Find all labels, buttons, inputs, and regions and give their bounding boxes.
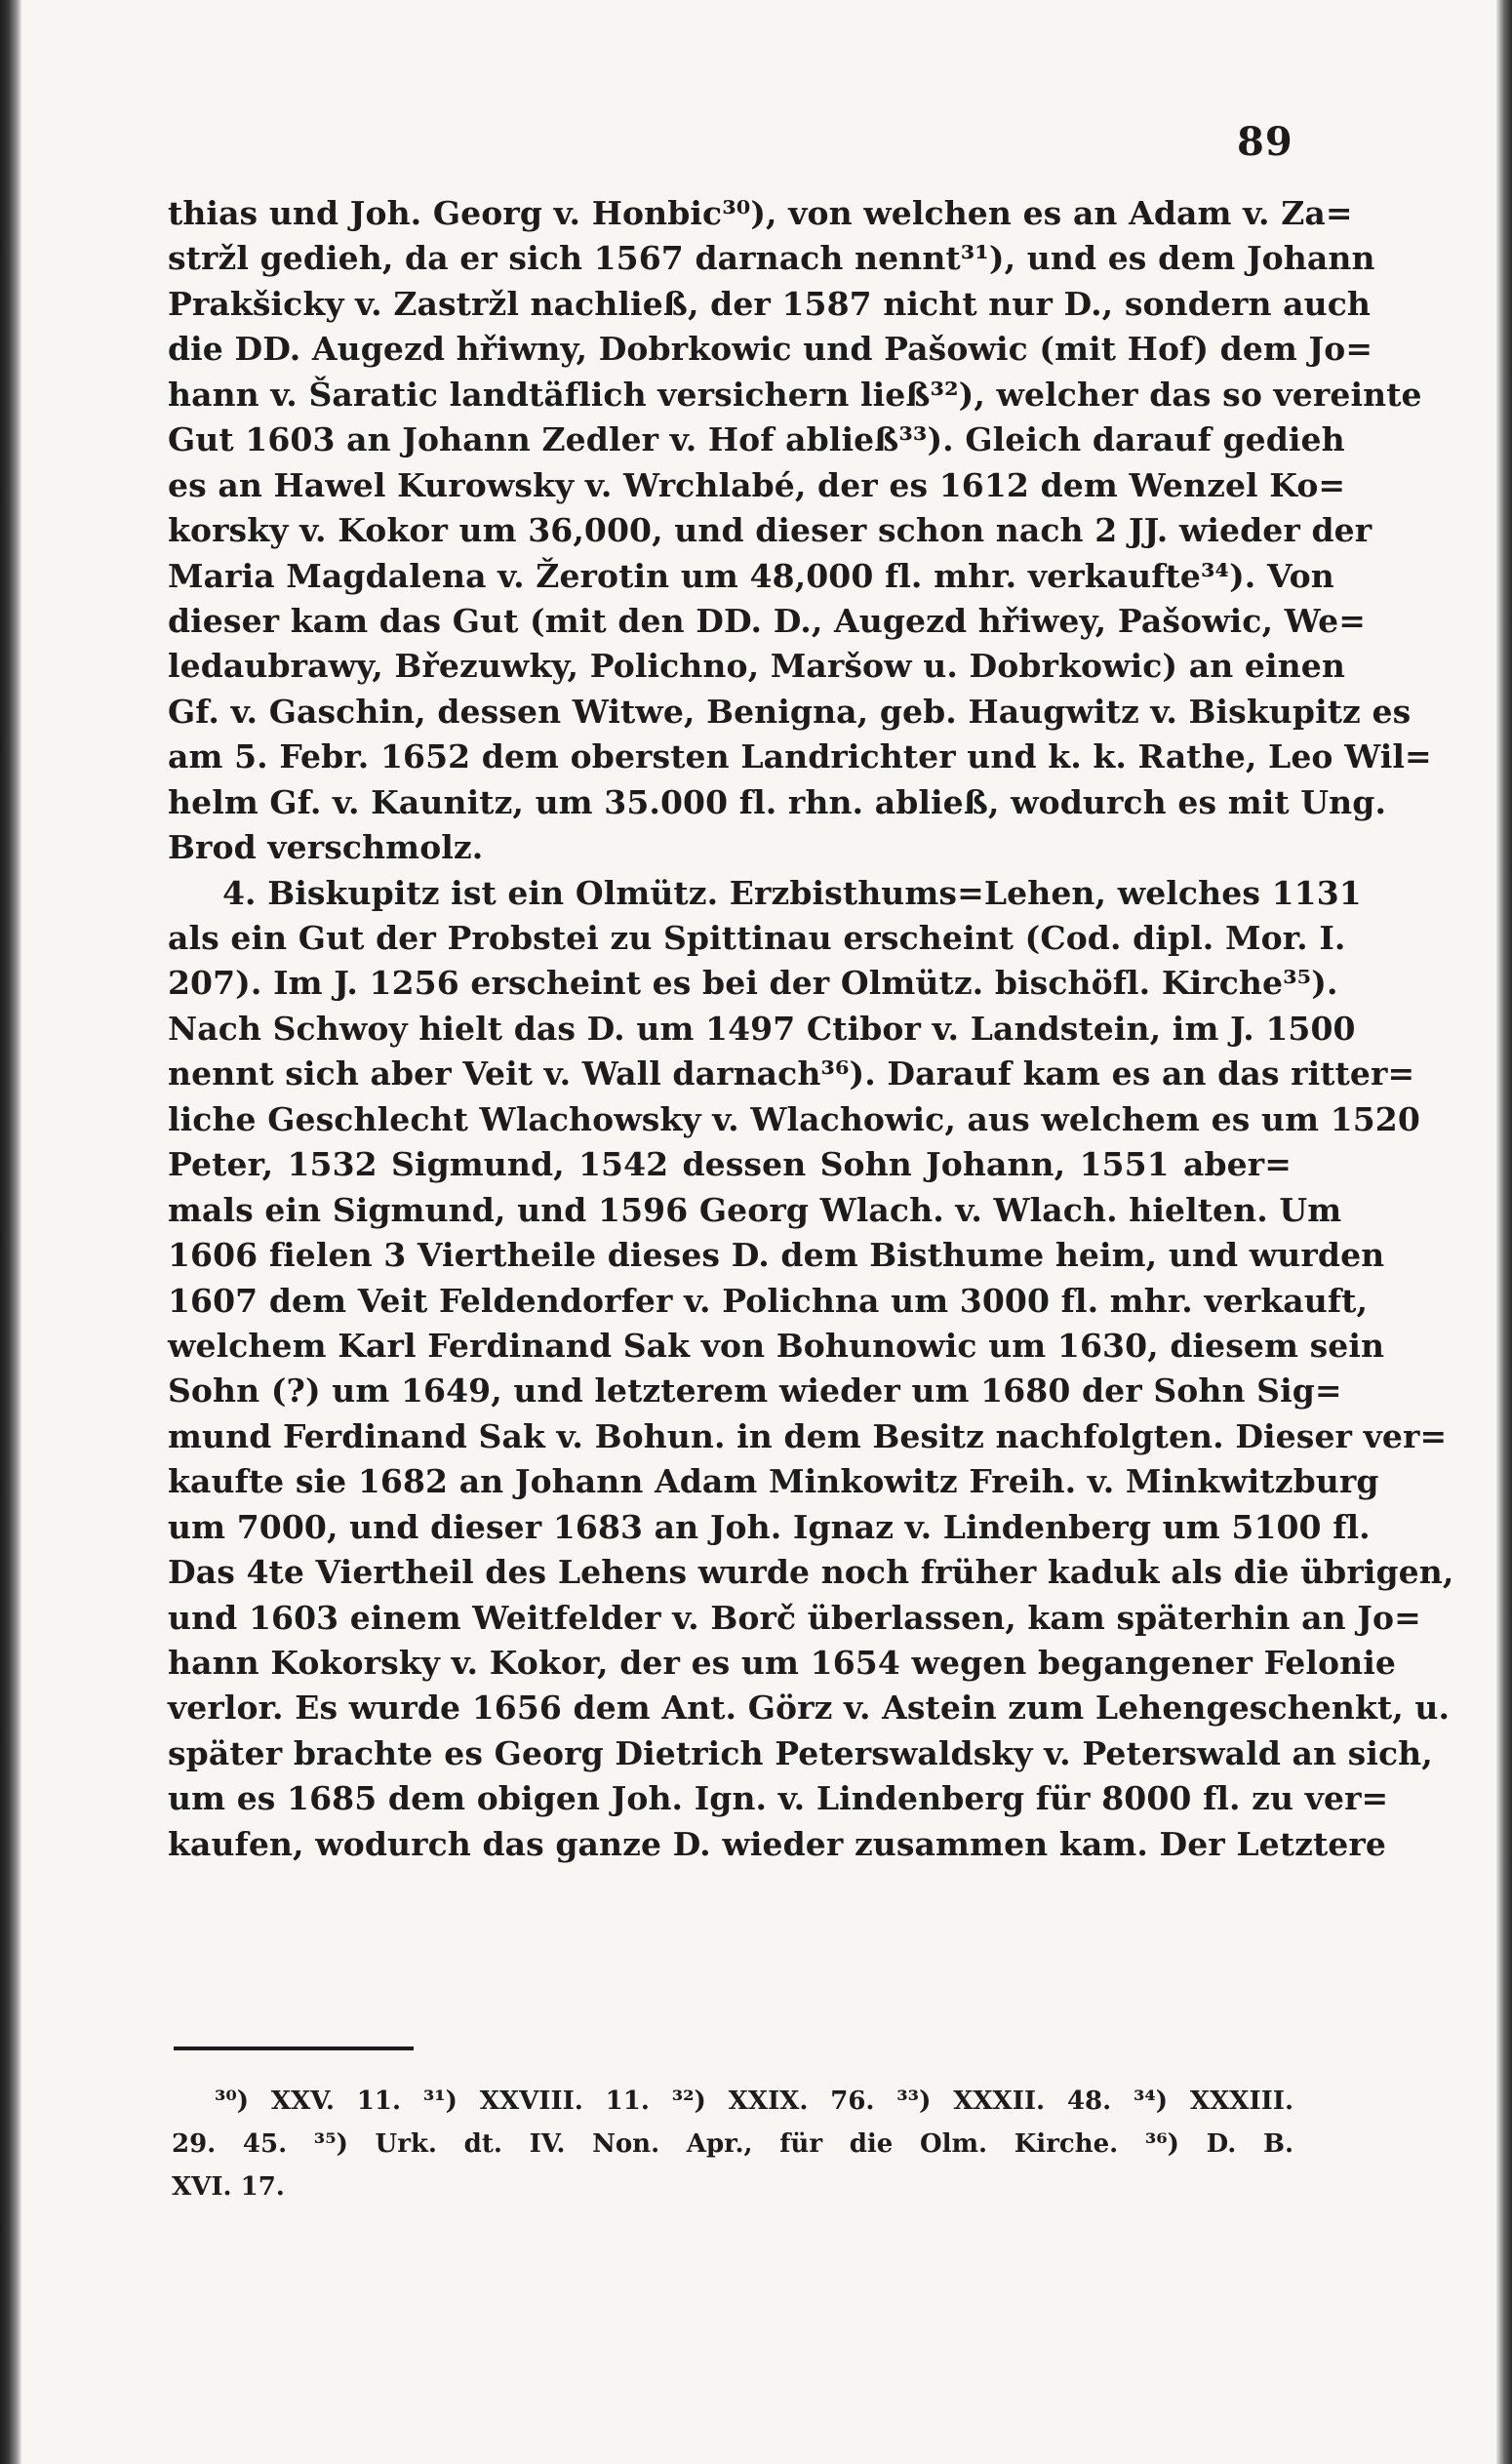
text-line: 207). Im J. 1256 erscheint es bei der Olmütz. bischöfl. Kirche³⁵). — [168, 964, 1338, 1003]
body-text — [168, 191, 1454, 1867]
text-line: Gut 1603 an Johann Zedler v. Hof abließ³³). Gleich darauf gedieh — [168, 420, 1345, 459]
text-line: mund Ferdinand Sak v. Bohun. in dem Besitz nachfolgten. Dieser ver= — [168, 1416, 1448, 1455]
text-line: Das 4te Viertheil des Lehens wurde noch früher kaduk als die übrigen, — [168, 1553, 1454, 1592]
text-line: hann Kokorsky v. Kokor, der es um 1654 wegen begangener Felonie — [168, 1644, 1396, 1682]
text-line: als ein Gut der Probstei zu Spittinau erscheint (Cod. dipl. Mor. I. — [168, 919, 1346, 957]
paragraph-start-line: 4. Biskupitz ist ein Olmütz. Erzbisthums=Lehen, welches 1131 — [222, 873, 1362, 912]
footnote-line: 29. 45. ³⁵) Urk. dt. IV. Non. Apr., für die Olm. Kirche. ³⁶) D. B. — [172, 2129, 1293, 2159]
text-line: Maria Magdalena v. Žerotin um 48,000 fl. mhr. verkaufte³⁴). Von — [168, 556, 1334, 595]
footnote-divider — [174, 2047, 414, 2050]
text-line: Sohn (?) um 1649, und letzterem wieder um 1680 der Sohn Sig= — [168, 1371, 1342, 1411]
text-line: Gf. v. Gaschin, dessen Witwe, Benigna, geb. Haugwitz v. Biskupitz es — [168, 692, 1412, 731]
text-line: es an Hawel Kurowsky v. Wrchlabé, der es 1612 dem Wenzel Ko= — [168, 465, 1346, 504]
text-line: Peter, 1532 Sigmund, 1542 dessen Sohn Johann, 1551 aber= — [168, 1145, 1292, 1184]
footnote-line: XVI. 17. — [172, 2172, 285, 2202]
text-line: stržl gedieh, da er sich 1567 darnach nennt³¹), und es dem Johann — [168, 239, 1375, 278]
footnotes — [172, 2080, 1293, 2208]
text-line: 1606 fielen 3 Viertheile dieses D. dem Bisthume heim, und wurden — [168, 1236, 1385, 1275]
text-line: die DD. Augezd hřiwny, Dobrkowic und Pašowic (mit Hof) dem Jo= — [168, 330, 1373, 369]
page-number: 89 — [1237, 119, 1293, 165]
text-line: welchem Karl Ferdinand Sak von Bohunowic um 1630, diesem sein — [168, 1326, 1385, 1365]
text-line: nennt sich aber Veit v. Wall darnach³⁶). Darauf kam es an das ritter= — [168, 1054, 1415, 1093]
text-line: hann v. Šaratic landtäflich versichern ließ³²), welcher das so vereinte — [168, 375, 1422, 414]
page-right-edge-shadow — [1496, 0, 1512, 2464]
text-line: am 5. Febr. 1652 dem obersten Landrichter und k. k. Rathe, Leo Wil= — [168, 737, 1432, 776]
paragraph-end-line: Brod verschmolz. — [168, 828, 484, 867]
text-line: um es 1685 dem obigen Joh. Ign. v. Lindenberg für 8000 fl. zu ver= — [168, 1779, 1389, 1818]
text-line: verlor. Es wurde 1656 dem Ant. Görz v. Astein zum Lehengeschenkt, u. — [168, 1689, 1451, 1728]
text-line: kaufte sie 1682 an Johann Adam Minkowitz Freih. v. Minkwitzburg — [168, 1462, 1379, 1501]
text-line: um 7000, und dieser 1683 an Joh. Ignaz v. Lindenberg um 5100 fl. — [168, 1507, 1371, 1546]
page-left-edge-shadow — [0, 0, 21, 2464]
text-line: helm Gf. v. Kaunitz, um 35.000 fl. rhn. abließ, wodurch es mit Ung. — [168, 782, 1387, 821]
text-line: korsky v. Kokor um 36,000, und dieser schon nach 2 JJ. wieder der — [168, 511, 1373, 550]
text-line: ledaubrawy, Březuwky, Polichno, Maršow u. Dobrkowic) an einen — [168, 647, 1345, 686]
text-line: thias und Joh. Georg v. Honbic³⁰), von welchen es an Adam v. Za= — [168, 194, 1353, 232]
text-line: Nach Schwoy hielt das D. um 1497 Ctibor v. Landstein, im J. 1500 — [168, 1009, 1356, 1048]
text-line: dieser kam das Gut (mit den DD. D., Augezd hřiwey, Pašowic, We= — [168, 601, 1366, 640]
text-line: kaufen, wodurch das ganze D. wieder zusammen kam. Der Letztere — [168, 1824, 1386, 1863]
text-line: mals ein Sigmund, und 1596 Georg Wlach. v. Wlach. hielten. Um — [168, 1190, 1342, 1229]
footnote-line: ³⁰) XXV. 11. ³¹) XXVIII. 11. ³²) XXIX. 76. ³³) XXXII. 48. ³⁴) XXXIII. — [215, 2086, 1293, 2116]
text-line: 1607 dem Veit Feldendorfer v. Polichna um 3000 fl. mhr. verkauft, — [168, 1281, 1369, 1320]
text-line: Prakšicky v. Zastržl nachließ, der 1587 nicht nur D., sondern auch — [168, 284, 1372, 323]
text-line: später brachte es Georg Dietrich Peterswaldsky v. Peterswald an sich, — [168, 1733, 1433, 1772]
text-line: und 1603 einem Weitfelder v. Borč überlassen, kam späterhin an Jo= — [168, 1598, 1421, 1637]
text-line: liche Geschlecht Wlachowsky v. Wlachowic, aus welchem es um 1520 — [168, 1099, 1420, 1138]
